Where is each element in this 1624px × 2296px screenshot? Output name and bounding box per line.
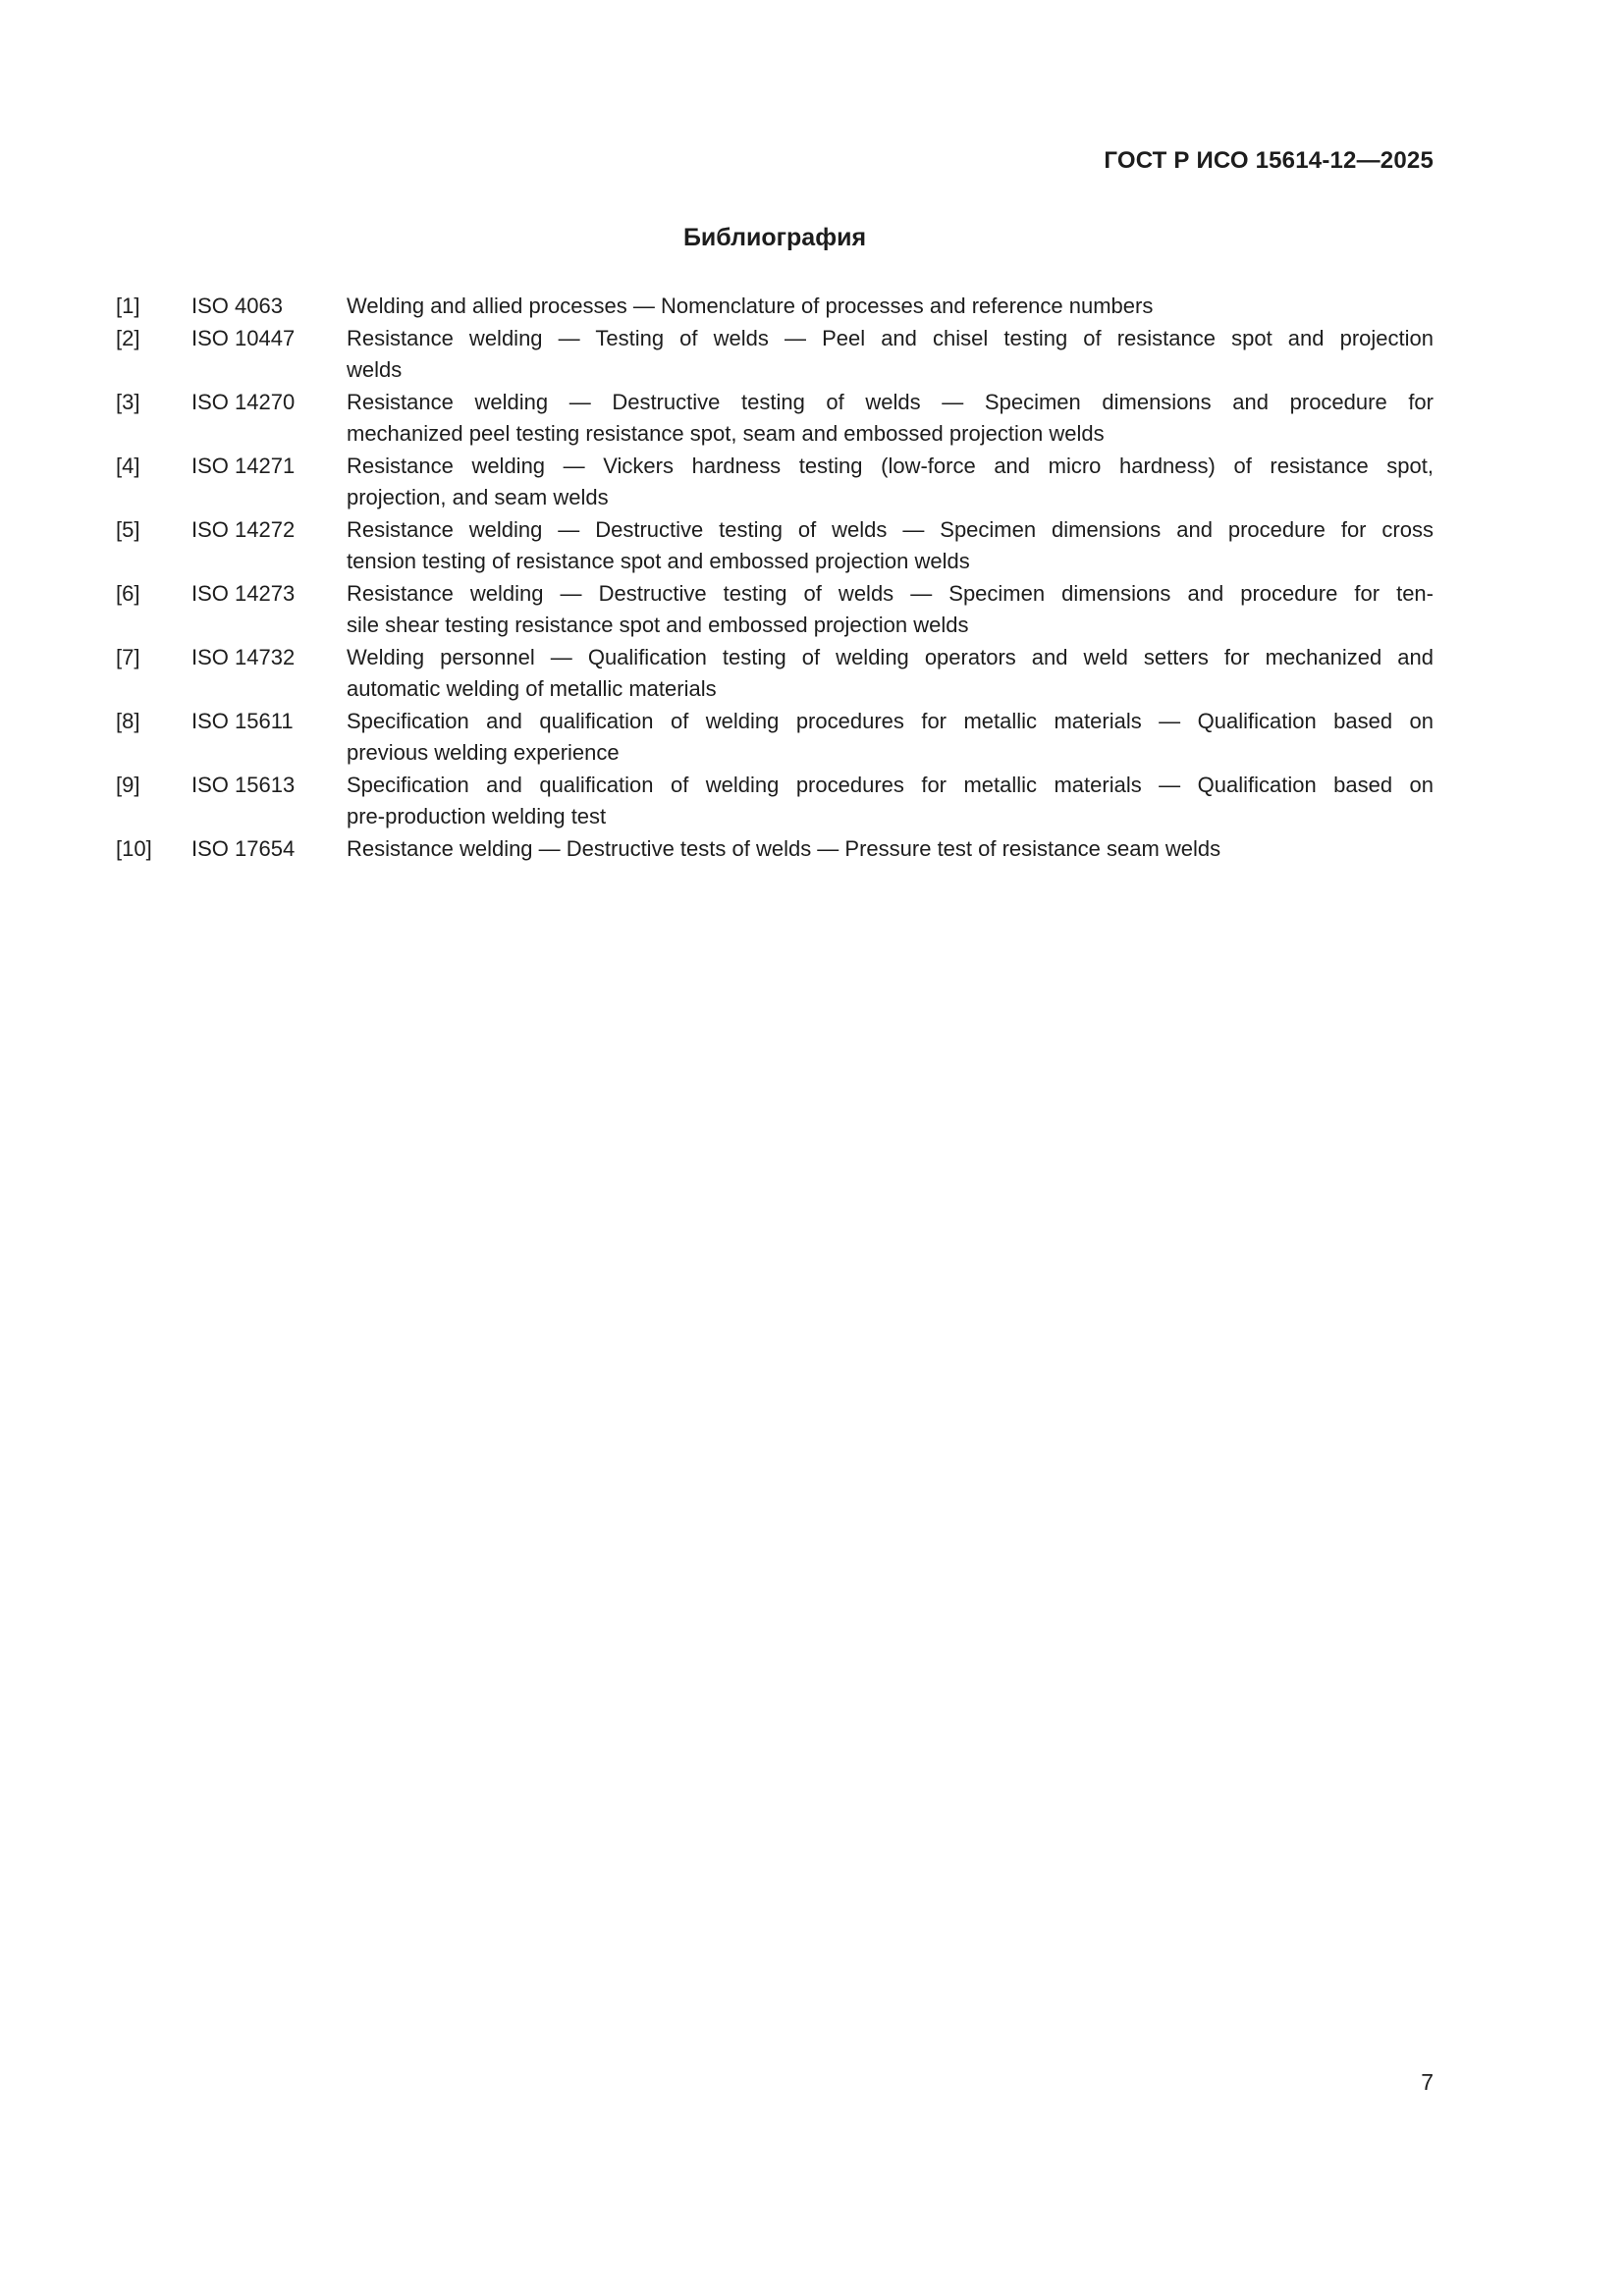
page-number: 7 <box>1421 2069 1434 2095</box>
entry-description-line: Resistance welding — Testing of welds — Peel and chisel testing of resistance spot and projection <box>347 325 1434 350</box>
bibliography-entry <box>116 770 1434 833</box>
entry-description <box>347 323 1434 387</box>
entry-code: ISO 10447 <box>191 325 296 350</box>
entry-code: ISO 17654 <box>191 835 296 861</box>
entry-description-line: tension testing of resistance spot and embossed projection welds <box>347 549 970 573</box>
entry-ref: [8] <box>116 708 140 733</box>
entry-description-line: previous welding experience <box>347 740 620 765</box>
entry-description-line: Welding and allied processes — Nomenclature of processes and reference numbers <box>347 294 1154 318</box>
entry-code: ISO 14270 <box>191 389 296 414</box>
entry-description-line: Specification and qualification of welding procedures for metallic materials — Qualification based on <box>347 708 1434 733</box>
entry-description-line: Resistance welding — Destructive testing of welds — Specimen dimensions and procedure for cross <box>347 516 1434 542</box>
entry-description-line: sile shear testing resistance spot and embossed projection welds <box>347 613 969 637</box>
entry-ref: [4] <box>116 453 140 478</box>
entry-description <box>347 833 1434 866</box>
entry-code: ISO 14272 <box>191 516 296 542</box>
entry-description-line: projection, and seam welds <box>347 485 609 509</box>
bibliography-entry <box>116 514 1434 578</box>
bibliography-entry <box>116 451 1434 514</box>
entry-ref: [10] <box>116 835 152 861</box>
entry-code: ISO 15613 <box>191 772 296 797</box>
entry-ref: [3] <box>116 389 140 414</box>
entry-description <box>347 642 1434 706</box>
entry-description-line: mechanized peel testing resistance spot, seam and embossed projection welds <box>347 421 1105 446</box>
bibliography-entry <box>116 578 1434 642</box>
entry-ref: [7] <box>116 644 140 669</box>
entry-ref: [2] <box>116 325 140 350</box>
entry-code: ISO 15611 <box>191 708 294 733</box>
bibliography-entry <box>116 291 1434 323</box>
entry-ref: [9] <box>116 772 140 797</box>
bibliography-entry <box>116 387 1434 451</box>
entry-description-line: automatic welding of metallic materials <box>347 676 717 701</box>
entry-description-line: Welding personnel — Qualification testing of welding operators and weld setters for mechanized and <box>347 644 1434 669</box>
entry-code: ISO 14271 <box>191 453 296 478</box>
entry-description <box>347 578 1434 642</box>
entry-ref: [5] <box>116 516 140 542</box>
entry-description-line: Resistance welding — Destructive testing of welds — Specimen dimensions and procedure for <box>347 389 1434 414</box>
bibliography-entry <box>116 706 1434 770</box>
bibliography-entry <box>116 833 1434 866</box>
entry-ref: [1] <box>116 294 140 318</box>
document-designation-header: ГОСТ Р ИСО 15614-12—2025 <box>1104 147 1434 174</box>
entry-code: ISO 14273 <box>191 580 296 606</box>
bibliography-list <box>116 291 1434 865</box>
bibliography-title: Библиография <box>682 224 867 251</box>
entry-code: ISO 4063 <box>191 294 283 318</box>
entry-description-line: Specification and qualification of welding procedures for metallic materials — Qualification based on <box>347 772 1434 797</box>
entry-description-line: pre-production welding test <box>347 804 607 828</box>
entry-description <box>347 387 1434 451</box>
entry-code: ISO 14732 <box>191 644 296 669</box>
entry-description <box>347 770 1434 833</box>
entry-ref: [6] <box>116 580 140 606</box>
entry-description <box>347 706 1434 770</box>
bibliography-entry <box>116 323 1434 387</box>
entry-description-line: Resistance welding — Destructive tests of welds — Pressure test of resistance seam welds <box>347 835 1221 861</box>
entry-description <box>347 291 1434 323</box>
entry-description-line: Resistance welding — Vickers hardness testing (low-force and micro hardness) of resistance spot, <box>347 453 1434 478</box>
entry-description <box>347 451 1434 514</box>
entry-description-line: Resistance welding — Destructive testing of welds — Specimen dimensions and procedure for ten- <box>347 580 1434 606</box>
bibliography-entry <box>116 642 1434 706</box>
entry-description-line: welds <box>347 357 403 382</box>
entry-description <box>347 514 1434 578</box>
